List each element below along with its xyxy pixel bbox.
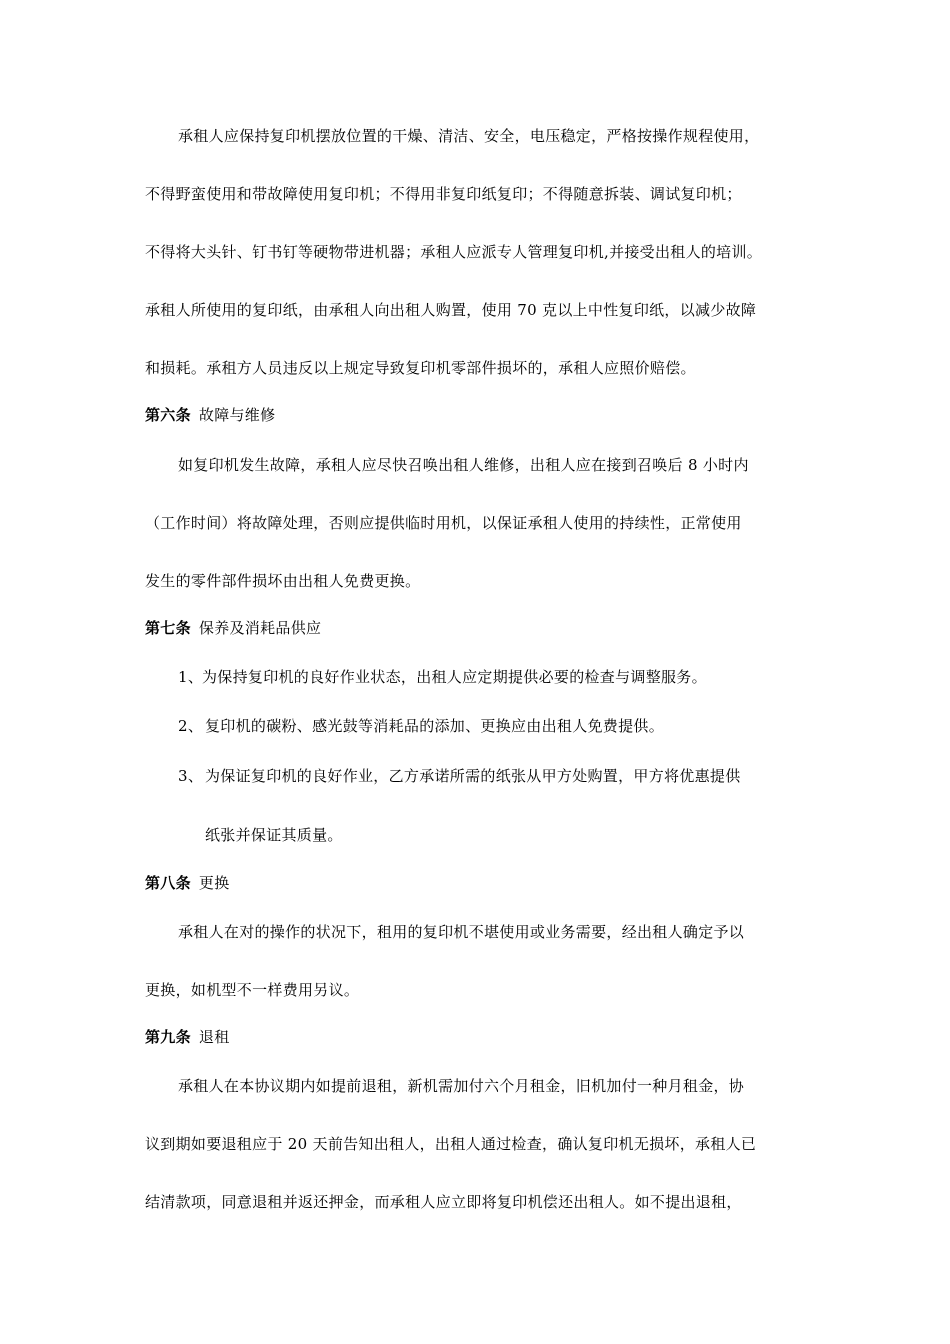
article-label: 第七条 [145,619,191,637]
paragraph-line: 如复印机发生故障，承租人应尽快召唤出租人维修，出租人应在接到召唤后 8 小时内 [178,456,749,474]
article-title: 退租 [198,1028,230,1046]
list-item-number: 2、 [178,717,204,735]
list-item-text: 复印机的碳粉、感光鼓等消耗品的添加、更换应由出租人免费提供。 [205,717,665,735]
paragraph-line: 结清款项，同意退租并返还押金，而承租人应立即将复印机偿还出租人。如不提出退租， [145,1193,742,1211]
article-label: 第六条 [145,406,191,424]
paragraph-line: 承租人所使用的复印纸，由承租人向出租人购置，使用 70 克以上中性复印纸，以减少故障 [145,301,757,319]
article-title: 故障与维修 [198,406,276,424]
list-item-number: 3、 [178,767,204,785]
article-title: 更换 [198,874,230,892]
paragraph-line: 不得野蛮使用和带故障使用复印机；不得用非复印纸复印；不得随意拆装、调试复印机； [145,185,742,203]
article-label: 第八条 [145,874,191,892]
list-item-number: 1、 [178,668,204,686]
list-item-text: 为保证复印机的良好作业，乙方承诺所需的纸张从甲方处购置，甲方将优惠提供 [205,767,741,785]
article-title: 保养及消耗品供应 [198,619,322,637]
paragraph-line: 更换，如机型不一样费用另议。 [145,981,360,999]
article-9-heading [145,1027,230,1047]
paragraph-line: 和损耗。承租方人员违反以上规定导致复印机零部件损坏的，承租人应照价赔偿。 [145,359,696,377]
article-8-heading [145,873,230,893]
paragraph-line: 承租人在对的操作的状况下，租用的复印机不堪使用或业务需要，经出租人确定予以 [178,923,745,941]
article-label: 第九条 [145,1028,191,1046]
paragraph-line: 承租人在本协议期内如提前退租，新机需加付六个月租金，旧机加付一种月租金，协 [178,1077,745,1095]
paragraph-line: 议到期如要退租应于 20 天前告知出租人，出租人通过检查，确认复印机无损坏，承租人已 [145,1135,757,1153]
paragraph-line: 承租人应保持复印机摆放位置的干燥、清洁、安全，电压稳定，严格按操作规程使用， [178,127,760,145]
list-item-continuation: 纸张并保证其质量。 [205,826,343,844]
paragraph-line: （工作时间）将故障处理，否则应提供临时用机，以保证承租人使用的持续性，正常使用 [145,514,742,532]
paragraph-line: 不得将大头针、钉书钉等硬物带进机器；承租人应派专人管理复印机,并接受出租人的培训。 [145,243,763,261]
article-6-heading [145,405,275,425]
list-item-text: 为保持复印机的良好作业状态，出租人应定期提供必要的检查与调整服务。 [202,668,707,686]
paragraph-line: 发生的零件部件损坏由出租人免费更换。 [145,572,421,590]
article-7-heading [145,618,321,638]
